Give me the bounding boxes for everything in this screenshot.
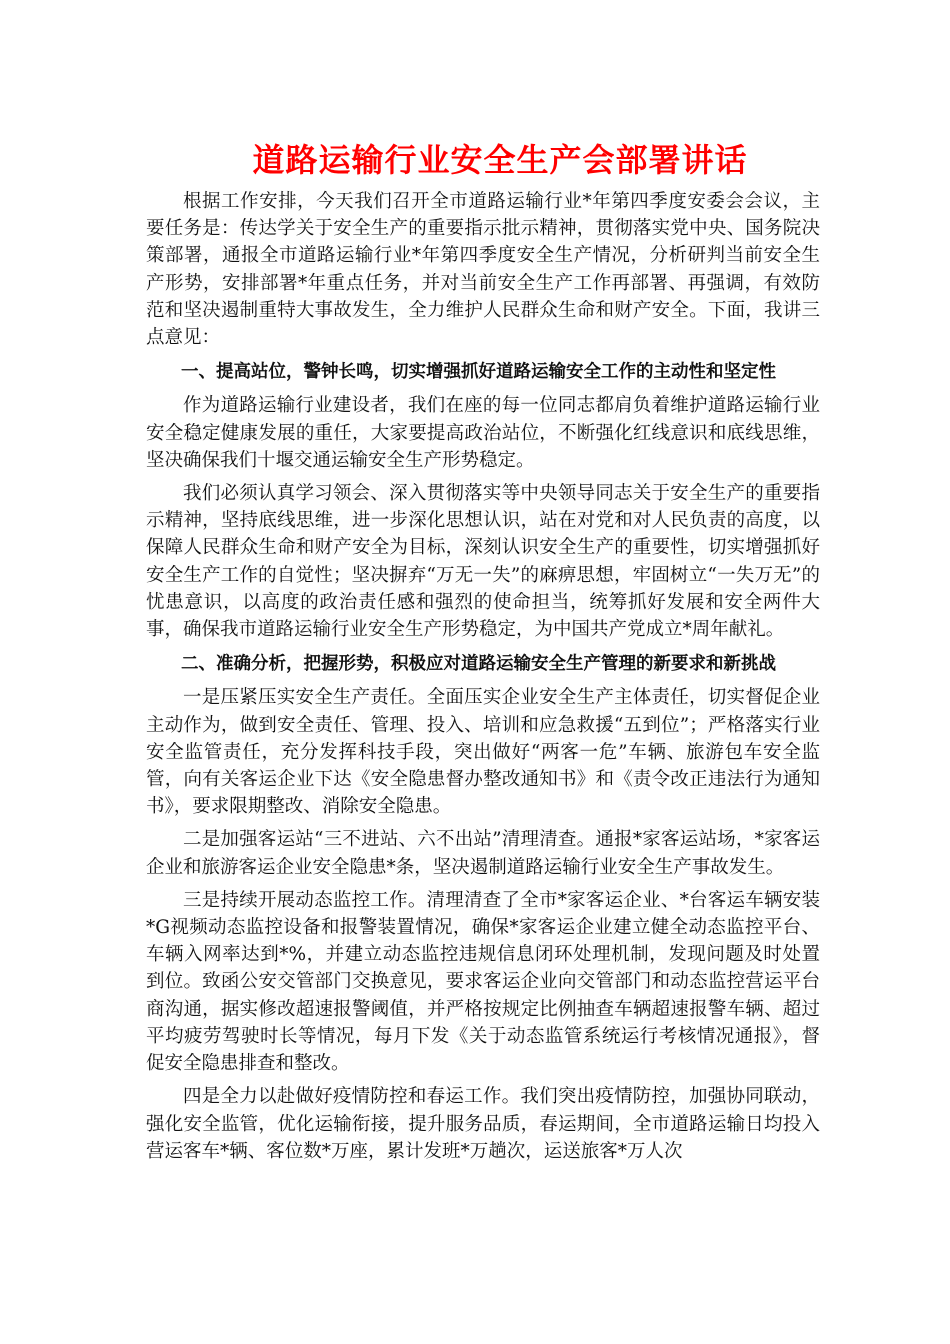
document-body: [146, 188, 820, 1171]
paragraph: 三是持续开展动态监控工作。清理清查了全市*家客运企业、*台客运车辆安装*G视频动态监控设备和报警装置情况，确保*家客运企业建立健全动态监控平台、车辆入网率达到*%，并建立动态监控违规信息闭环处理机制，发现问题及时处置到位。致函公安交管部门交换意见，要求客运企业向交管部门和动态监控营运平台商沟通，据实修改超速报警阈值，并严格按规定比例抽查车辆超速报警车辆、超过平均疲劳驾驶时长等情况，每月下发《关于动态监管系统运行考核情况通报》，督促安全隐患排查和整改。: [146, 889, 820, 1075]
paragraph: 我们必须认真学习领会、深入贯彻落实等中央领导同志关于安全生产的重要指示精神，坚持底线思维，进一步深化思想认识，站在对党和对人民负责的高度，以保障人民群众生命和财产安全为目标，深刻认识安全生产的重要性，切实增强抓好安全生产工作的自觉性；坚决摒弃“万无一失”的麻痹思想，牢固树立“一失万无”的忧患意识，以高度的政治责任感和强烈的使命担当，统筹抓好发展和安全两件大事，确保我市道路运输行业安全生产形势稳定，为中国共产党成立*周年献礼。: [146, 483, 820, 641]
document-title: 道路运输行业安全生产会部署讲话: [252, 141, 748, 179]
paragraph: 作为道路运输行业建设者，我们在座的每一位同志都肩负着维护道路运输行业安全稳定健康发展的重任，大家要提高政治站位，不断强化红线意识和底线思维，坚决确保我们十堰交通运输安全生产形势稳定。: [146, 395, 820, 471]
paragraph: 二是加强客运站“三不进站、六不出站”清理清查。通报*家客运站场，*家客运企业和旅游客运企业安全隐患*条，坚决遏制道路运输行业安全生产事故发生。: [146, 829, 820, 878]
paragraph-intro: 根据工作安排，今天我们召开全市道路运输行业*年第四季度安委会会议，主要任务是：传达学关于安全生产的重要指示批示精神，贯彻落实党中央、国务院决策部署，通报全市道路运输行业*年第四季度安全生产情况，分析研判当前安全生产形势，安排部署*年重点任务，并对当前安全生产工作再部署、再强调，有效防范和坚决遏制重特大事故发生，全力维护人民群众生命和财产安全。下面，我讲三点意见：: [146, 191, 820, 349]
paragraph: 四是全力以赴做好疫情防控和春运工作。我们突出疫情防控，加强协同联动，强化安全监管，优化运输衔接，提升服务品质，春运期间，全市道路运输日均投入营运客车*辆、客位数*万座，累计发班*万趟次，运送旅客*万人次: [146, 1086, 820, 1162]
paragraph: 一是压紧压实安全生产责任。全面压实企业安全生产主体责任，切实督促企业主动作为，做到安全责任、管理、投入、培训和应急救援“五到位”；严格落实行业安全监管责任，充分发挥科技手段，突出做好“两客一危”车辆、旅游包车安全监管，向有关客运企业下达《安全隐患督办整改通知书》和《责令改正违法行为通知书》，要求限期整改、消除安全隐患。: [146, 687, 820, 818]
section-heading-1: 一、提高站位，警钟长鸣，切实增强抓好道路运输安全工作的主动性和坚定性: [181, 362, 776, 383]
section-heading-2: 二、准确分析，把握形势，积极应对道路运输安全生产管理的新要求和新挑战: [181, 654, 776, 675]
